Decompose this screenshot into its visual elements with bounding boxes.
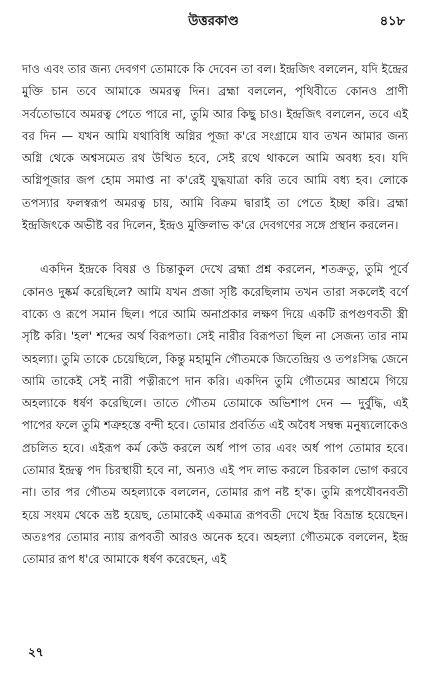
page-body (22, 58, 408, 571)
signature-mark: ২৭ (28, 645, 44, 659)
paragraph-1: দাও এবং তার জন্য দেবগণ তোমাকে কি দেবেন তা বল। ইন্দ্রজিৎ বললেন, যদি ইন্দ্রের মুক্তি চান তবে আমাকে অমরত্ব দিন। ব্রহ্মা বললেন, পৃথিবীতে কোনও প্রাণী সর্বতোভাবে অমরত্ব পেতে পারে না, তুমি আর কিছু চাও। ইন্দ্রজিৎ বললেন, তবে এই বর দিন — যখন আমি যথাবিধি অগ্নির পূজা ক'রে সংগ্রামে যাব তখন আমার জন্য অগ্নি থেকে অশ্বসমেত রথ উত্থিত হবে, সেই রথে থাকলে আমি অবধ্য হব। যদি অগ্নিপূজার জপ হোম সমাপ্ত না ক'রেই যুদ্ধযাত্রা করি তবে আমি বধ্য হব। লোকে তপস্যার ফলস্বরূপ অমরত্ব চায়, আমি বিক্রম দ্বারাই তা পেতে ইচ্ছা করি। ব্রহ্মা ইন্দ্রজিৎকে অভীষ্ট বর দিলেন, ইন্দ্রও মুক্তিলাভ ক'রে দেবগণের সঙ্গে প্রস্থান করলেন। (22, 62, 408, 233)
paragraph-2: একদিন ইন্দ্রকে বিষণ্ণ ও চিন্তাকুল দেখে ব্রহ্মা প্রশ্ন করলেন, শতক্রতু, তুমি পূর্বে কোনও দুষ্কর্ম করেছিলে? আমি যখন প্রজা সৃষ্টি করেছিলাম তখন তারা সকলেই বর্ণে বাক্যে ও রূপে সমান ছিল। পরে আমি অনাপ্রকার লক্ষণ দিয়ে একটি রূপগুণবতী স্ত্রী সৃষ্টি করি। 'হল' শব্দের অর্থ বিরূপতা। সেই নারীর বিরূপতা ছিল না সেজন্য তার নাম অহল্যা। তুমি তাকে চেয়েছিলে, কিন্তু মহামুনি গৌতমকে জিতেন্দ্রিয় ও তপঃসিদ্ধ জেনে আমি তাকেই সেই নারী পত্নীরূপে দান করি। একদিন তুমি গৌতমের আশ্রমে গিয়ে অহল্যাকে ধর্ষণ করেছিলে। তাতে গৌতম তোমাকে অভিশাপ দেন — দুর্বুদ্ধি, এই পাপের ফলে তুমি শত্রুহস্তে বন্দী হবে। তোমার প্রবর্তিত এই অবৈধ সম্বন্ধ মনুষ্যলোকেও প্রচলিত হবে। এইরূপ কর্ম কেউ করলে অর্ধ পাপ তার এবং অর্ধ পাপ তোমার হবে। তোমার ইন্দ্রত্ব পদ চিরস্থায়ী হবে না, অন্যও এই পদ লাভ করলে চিরকাল ভোগ করবে না। তার পর গৌতম অহল্যাকে বললেন, তোমার রূপ নষ্ট হ'ক। তুমি রূপযৌবনবতী হয়ে সংযম থেকে ভ্রষ্ট হয়েছ, তোমাকেই একমাত্র রূপবতী দেখে ইন্দ্র বিভ্রান্ত হয়েছেন। অতঃপর তোমার ন্যায় রূপবতী আরও অনেক হবে। অহল্যা গৌতমকে বললেন, ইন্দ্র তোমার রূপ ধ'রে আমাকে ধর্ষণ করেছেন, এই (22, 262, 408, 567)
running-header (22, 12, 405, 34)
page-number: ৪১৮ (379, 14, 405, 29)
chapter-title: উত্তরকাণ্ড (188, 14, 239, 29)
